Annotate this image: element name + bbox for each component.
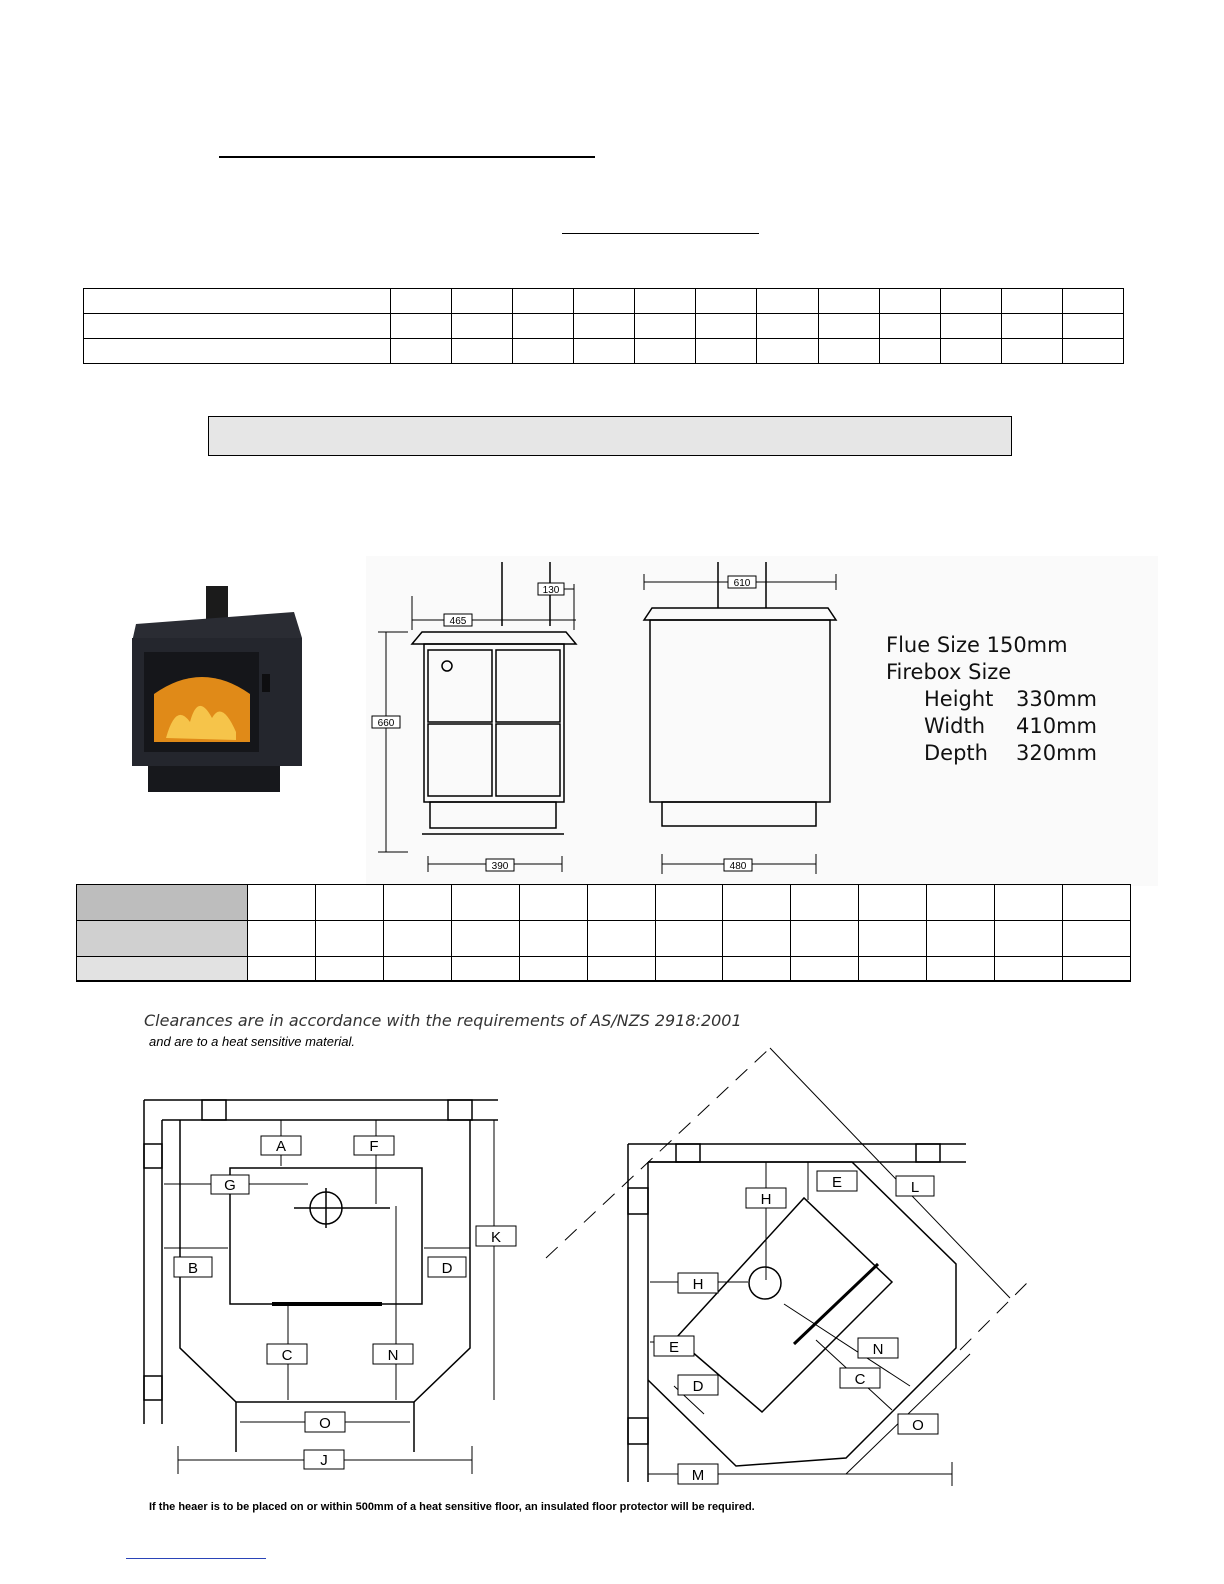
spec-label: Depth	[924, 741, 988, 765]
clearance-caption-2: and are to a heat sensitive material.	[149, 1034, 355, 1049]
label-m: M	[691, 1467, 705, 1484]
firebox-size-heading: Firebox Size	[886, 660, 1012, 684]
label-a: A	[275, 1138, 287, 1155]
flue-size: Flue Size 150mm	[886, 633, 1068, 657]
label-j: J	[320, 1452, 328, 1469]
clearance-table	[76, 884, 1131, 982]
spec-row	[886, 686, 1097, 713]
label-f: F	[369, 1138, 379, 1155]
dim-465: 465	[449, 616, 467, 627]
dim-480: 480	[729, 861, 747, 872]
spec-value: 410mm	[1016, 714, 1097, 738]
dim-130: 130	[542, 585, 560, 596]
label-c: C	[281, 1347, 293, 1364]
label-o: O	[912, 1417, 924, 1434]
spec-label: Width	[924, 714, 986, 738]
footer-link-underline[interactable]	[126, 1558, 266, 1559]
label-n: N	[387, 1347, 399, 1364]
label-o: O	[319, 1415, 331, 1432]
stove-photo	[126, 582, 306, 794]
label-h-side: H	[692, 1276, 704, 1293]
label-g: G	[224, 1177, 236, 1194]
section-heading-bar	[208, 416, 1012, 456]
clearance-caption: Clearances are in accordance with the requirements of AS/NZS 2918:2001	[144, 1011, 742, 1030]
spec-value: 320mm	[1016, 741, 1097, 765]
label-c: C	[854, 1371, 866, 1388]
subtitle-underline	[562, 233, 759, 234]
label-h-top: H	[760, 1191, 772, 1208]
label-n: N	[872, 1341, 884, 1358]
floor-protector-note: If the heaer is to be placed on or within 500mm of a heat sensitive floor, an insulated floor protector will be required.	[149, 1501, 755, 1513]
label-e-top: E	[831, 1174, 843, 1191]
dim-390: 390	[491, 861, 509, 872]
dim-610: 610	[733, 578, 751, 589]
label-d: D	[692, 1378, 704, 1395]
top-spec-table	[83, 288, 1124, 364]
wall-clearance-diagram	[136, 1094, 526, 1484]
label-e-side: E	[668, 1339, 680, 1356]
spec-row	[886, 713, 1097, 740]
corner-clearance-diagram	[540, 1040, 1040, 1490]
dim-660: 660	[377, 718, 395, 729]
label-l: L	[910, 1179, 920, 1196]
spec-row	[886, 740, 1097, 767]
spec-label: Height	[924, 687, 994, 711]
firebox-specs	[886, 632, 1097, 767]
label-b: B	[187, 1260, 199, 1277]
title-underline	[219, 156, 595, 158]
label-d: D	[441, 1260, 453, 1277]
label-k: K	[490, 1229, 502, 1246]
spec-value: 330mm	[1016, 687, 1097, 711]
